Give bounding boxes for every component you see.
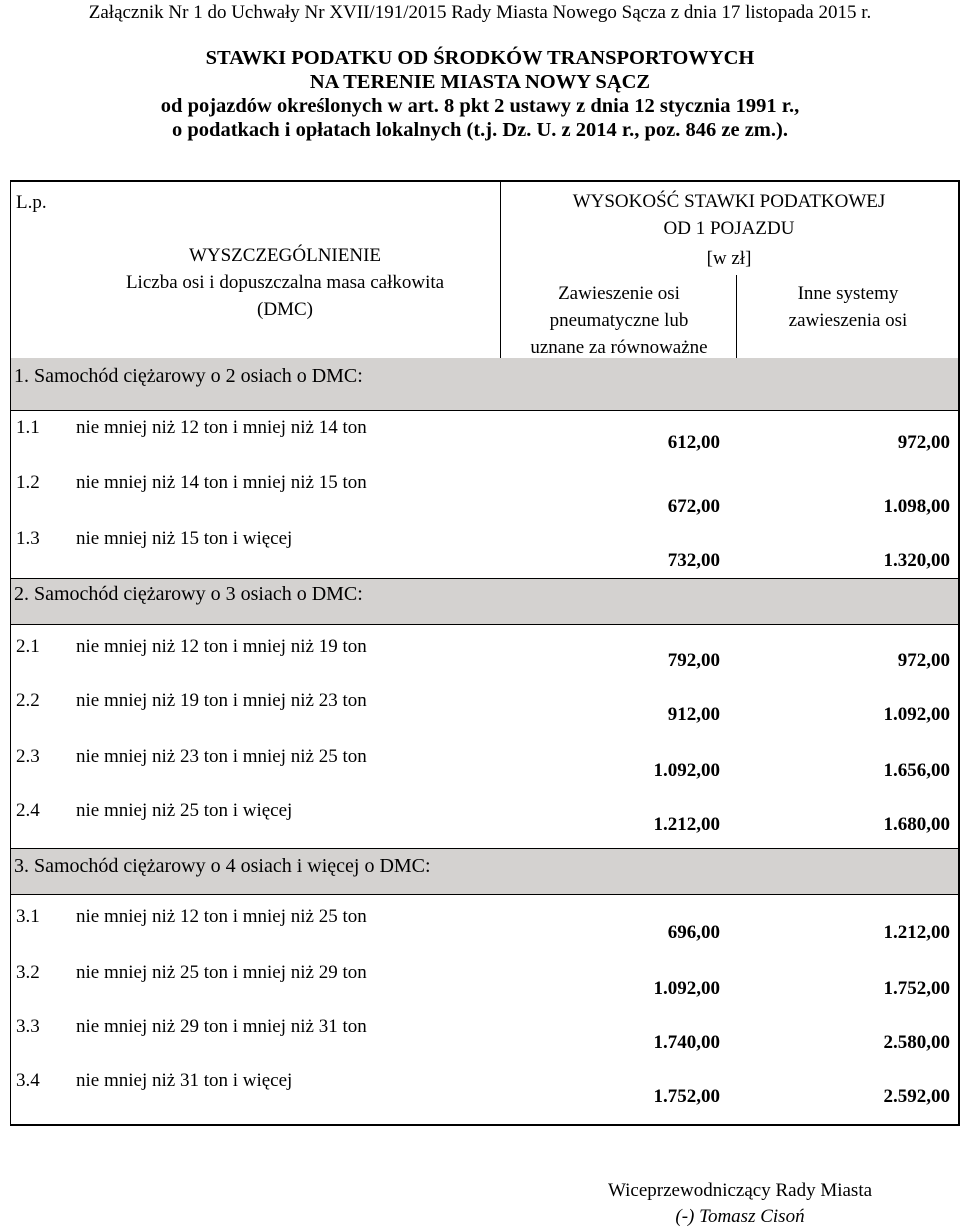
signature-role: Wiceprzewodniczący Rady Miasta	[607, 1180, 873, 1201]
rate-pneumatic: 1.740,00	[653, 1032, 720, 1053]
section-title: 3. Samochód ciężarowy o 4 osiach i więcej o DMC:	[14, 855, 431, 877]
col1-line-1: Zawieszenie osi	[558, 283, 680, 304]
section-title: 2. Samochód ciężarowy o 3 osiach o DMC:	[14, 583, 363, 605]
row-number: 2.3	[16, 746, 40, 767]
row-number: 3.3	[16, 1016, 40, 1037]
row-number: 1.1	[16, 417, 40, 438]
title-line-2: NA TERENIE MIASTA NOWY SĄCZ	[309, 71, 651, 93]
spec-title: WYSZCZEGÓLNIENIE	[188, 245, 382, 266]
rate-other: 2.592,00	[883, 1086, 950, 1107]
spec-line-3: (DMC)	[257, 299, 313, 320]
rate-other: 972,00	[897, 650, 950, 671]
rate-other: 1.092,00	[883, 704, 950, 725]
tax-rate-table	[10, 180, 960, 1200]
row-divider	[10, 894, 960, 895]
rate-title-1: WYSOKOŚĆ STAWKI PODATKOWEJ	[572, 191, 886, 212]
rate-pneumatic: 792,00	[667, 650, 720, 671]
spec-line-2: Liczba osi i dopuszczalna masa całkowita	[125, 272, 445, 293]
row-number: 3.1	[16, 906, 40, 927]
row-description: nie mniej niż 29 ton i mniej niż 31 ton	[76, 1016, 367, 1037]
rate-pneumatic: 732,00	[667, 550, 720, 571]
rate-pneumatic: 612,00	[667, 432, 720, 453]
title-line-3: od pojazdów określonych w art. 8 pkt 2 ustawy z dnia 12 stycznia 1991 r.,	[160, 95, 800, 117]
col1-line-3: uznane za równoważne	[530, 337, 708, 358]
col2-line-2: zawieszenia osi	[788, 310, 908, 331]
rate-pneumatic: 672,00	[667, 496, 720, 517]
rate-other: 1.320,00	[883, 550, 950, 571]
header-subcol-divider	[736, 275, 737, 358]
row-number: 2.2	[16, 690, 40, 711]
rate-other: 1.098,00	[883, 496, 950, 517]
row-divider	[10, 410, 960, 411]
row-description: nie mniej niż 19 ton i mniej niż 23 ton	[76, 690, 367, 711]
col1-line-2: pneumatyczne lub	[549, 310, 689, 331]
rate-title-2: OD 1 POJAZDU	[663, 218, 795, 239]
rate-other: 1.680,00	[883, 814, 950, 835]
section-title: 1. Samochód ciężarowy o 2 osiach o DMC:	[14, 365, 363, 387]
rate-other: 972,00	[897, 432, 950, 453]
row-description: nie mniej niż 23 ton i mniej niż 25 ton	[76, 746, 367, 767]
table-left-border	[10, 180, 11, 1126]
row-description: nie mniej niż 31 ton i więcej	[76, 1070, 293, 1091]
lp-header: L.p.	[16, 192, 47, 213]
row-description: nie mniej niż 12 ton i mniej niż 25 ton	[76, 906, 367, 927]
rate-other: 1.212,00	[883, 922, 950, 943]
row-description: nie mniej niż 14 ton i mniej niż 15 ton	[76, 472, 367, 493]
document-title	[0, 46, 960, 142]
rate-pneumatic: 1.092,00	[653, 760, 720, 781]
rate-pneumatic: 1.212,00	[653, 814, 720, 835]
rate-other: 1.656,00	[883, 760, 950, 781]
row-number: 1.2	[16, 472, 40, 493]
row-number: 1.3	[16, 528, 40, 549]
rate-other: 2.580,00	[883, 1032, 950, 1053]
row-description: nie mniej niż 25 ton i więcej	[76, 800, 293, 821]
rate-unit: [w zł]	[706, 248, 752, 269]
row-number: 2.1	[16, 636, 40, 657]
row-divider	[10, 624, 960, 625]
row-description: nie mniej niż 15 ton i więcej	[76, 528, 293, 549]
annex-header: Załącznik Nr 1 do Uchwały Nr XVII/191/2015 Rady Miasta Nowego Sącza z dnia 17 listopada 2015 r.	[88, 2, 872, 23]
row-description: nie mniej niż 12 ton i mniej niż 19 ton	[76, 636, 367, 657]
row-divider	[10, 848, 960, 849]
title-line-4: o podatkach i opłatach lokalnych (t.j. Dz. U. z 2014 r., poz. 846 ze zm.).	[172, 119, 788, 141]
table-bottom-border	[10, 1124, 960, 1126]
rate-other: 1.752,00	[883, 978, 950, 999]
row-description: nie mniej niż 12 ton i mniej niż 14 ton	[76, 417, 367, 438]
signature-name: (-) Tomasz Cisoń	[675, 1206, 805, 1227]
table-top-border	[10, 180, 960, 182]
rate-pneumatic: 696,00	[667, 922, 720, 943]
row-description: nie mniej niż 25 ton i mniej niż 29 ton	[76, 962, 367, 983]
rate-pneumatic: 912,00	[667, 704, 720, 725]
row-number: 2.4	[16, 800, 40, 821]
title-line-1: STAWKI PODATKU OD ŚRODKÓW TRANSPORTOWYCH	[205, 47, 755, 69]
rate-pneumatic: 1.752,00	[653, 1086, 720, 1107]
row-number: 3.2	[16, 962, 40, 983]
row-number: 3.4	[16, 1070, 40, 1091]
rate-pneumatic: 1.092,00	[653, 978, 720, 999]
row-divider	[10, 578, 960, 579]
col2-line-1: Inne systemy	[797, 283, 899, 304]
